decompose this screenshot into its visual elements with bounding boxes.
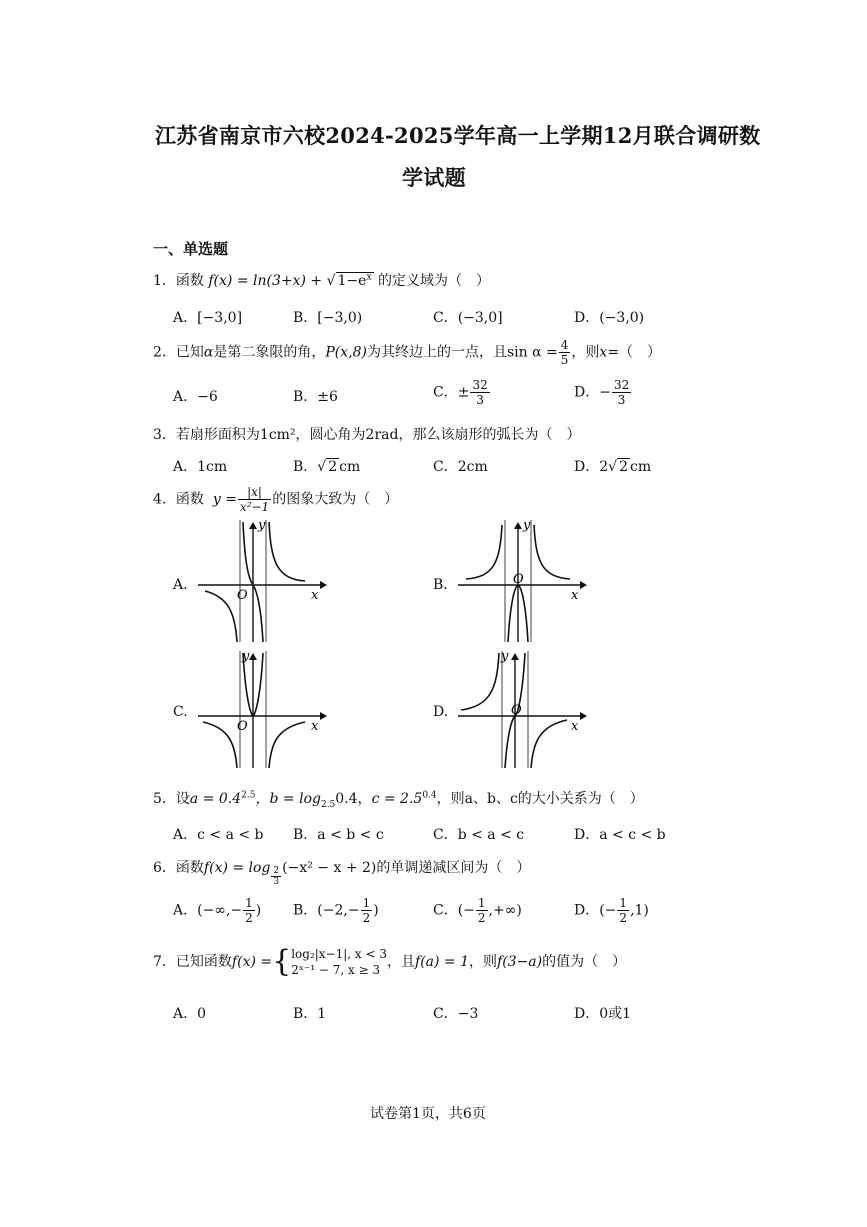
q4-graph-c <box>195 648 330 770</box>
q1-stem-b: 的定义域为（ ） <box>377 273 490 289</box>
q5-option-c: C．b < a < c <box>433 827 525 843</box>
q4-label-d: D. <box>433 704 449 720</box>
q3-option-c: C．2cm <box>433 459 488 475</box>
q1-stem-a: 函数 <box>175 273 204 289</box>
q2-fraction: $\frac{4}{5}$ <box>560 338 569 367</box>
svg-text:x: x <box>571 719 579 734</box>
q1-option-c: C．(−3,0] <box>433 310 503 326</box>
q2-option-d: D．− $\frac{32}{3}$ <box>574 378 630 407</box>
q1-sqrt: $1-e^x$ <box>337 272 372 289</box>
q5-option-a: A．c < a < b <box>173 827 264 843</box>
svg-text:y: y <box>242 649 250 664</box>
q2-alpha: α <box>203 344 214 361</box>
q4-graph-d <box>455 648 590 770</box>
svg-text:O: O <box>237 719 248 734</box>
q1-option-a: A．[−3,0] <box>173 310 243 326</box>
svg-text:O: O <box>513 572 524 587</box>
svg-text:x: x <box>311 719 319 734</box>
q6-option-c: C．(− $\frac{1}{2}$ ,+∞) <box>433 896 522 925</box>
q1-function: f(x) = ln(3+x) + <box>208 273 327 289</box>
q6-option-b: B．(−2,− $\frac{1}{2}$ ) <box>293 896 379 925</box>
q4-label-a: A. <box>173 577 188 593</box>
q5-option-d: D．a < c < b <box>574 827 666 843</box>
q4a-y-label: y <box>258 518 266 533</box>
question-5: 5．设$a = 0.4^{2.5}$，$b = \log_{2.5}0.4$，$c = 2.5^{0.4}$，则a、b、c的大小关系为（ ） <box>153 790 644 810</box>
q7-option-a: A．0 <box>173 1006 207 1022</box>
q4-label-c: C. <box>173 704 188 720</box>
q4-graph-a <box>195 517 330 645</box>
q2-option-b: B．±6 <box>293 389 338 405</box>
q1-option-d: D．(−3,0) <box>574 310 645 326</box>
page-title-line1: 江苏省南京市六校2024-2025学年高一上学期12月联合调研数 <box>155 123 761 148</box>
q6-option-a: A．(−∞,− $\frac{1}{2}$ ) <box>173 896 262 925</box>
q6-option-d: D．(− $\frac{1}{2}$ ,1) <box>574 896 649 925</box>
svg-text:x: x <box>311 588 319 603</box>
q3-option-d: D．2√ 2 cm <box>574 459 652 475</box>
question-7: 7．已知函数f(x) ={ log₂|x−1|, x < 3 2ˣ⁻¹ − 7, x ≥ 3 ，且f(a) = 1，则f(3−a)的值为（ ） <box>153 944 627 979</box>
q4-graph-b <box>455 517 590 645</box>
page-title-line2: 学试题 <box>402 165 466 190</box>
q2-option-a: A．−6 <box>173 389 218 405</box>
q1-option-b: B．[−3,0) <box>293 310 363 326</box>
question-6: 6．函数f(x) = log $\frac{2}{3}$ (−x² − x + 2)的单调递减区间为（ ） <box>153 860 531 887</box>
svg-text:O: O <box>237 588 248 603</box>
question-2: 2．已知α是第二象限的角，P(x,8)为其终边上的一点，且sin α = $\frac{4}{5}$ ，则x=（ ） <box>153 338 662 367</box>
q3-option-a: A．1cm <box>173 459 228 475</box>
svg-text:y: y <box>501 649 509 664</box>
q4-label-b: B. <box>433 577 448 593</box>
q2-number: 2． <box>153 344 176 361</box>
question-4: 4．函数 y = $\frac{|x|}{\text{x²−1}}$ 的图象大致为（ ） <box>153 485 399 514</box>
q2-point: P(x,8) <box>325 344 367 361</box>
q1-number: 1． <box>153 273 176 289</box>
q2-option-c: C．± $\frac{32}{3}$ <box>433 378 488 407</box>
question-1: 1．函数 f(x) = ln(3+x) + √ $1-e^x$ 的定义域为（ ） <box>153 272 490 289</box>
q5-option-b: B．a < b < c <box>293 827 384 843</box>
section-heading: 一、单选题 <box>153 240 229 258</box>
page-footer: 试卷第1页，共6页 <box>370 1106 486 1122</box>
q7-option-d: D．0或1 <box>574 1006 632 1022</box>
question-3: 3．若扇形面积为1cm²，圆心角为2rad，那么该扇形的弧长为（ ） <box>153 427 581 443</box>
q7-option-b: B．1 <box>293 1006 327 1022</box>
q3-option-b: B．√ 2 cm <box>293 459 361 475</box>
svg-text:O: O <box>511 703 522 718</box>
svg-text:x: x <box>571 588 579 603</box>
q7-option-c: C．−3 <box>433 1006 479 1022</box>
svg-text:y: y <box>523 518 531 533</box>
